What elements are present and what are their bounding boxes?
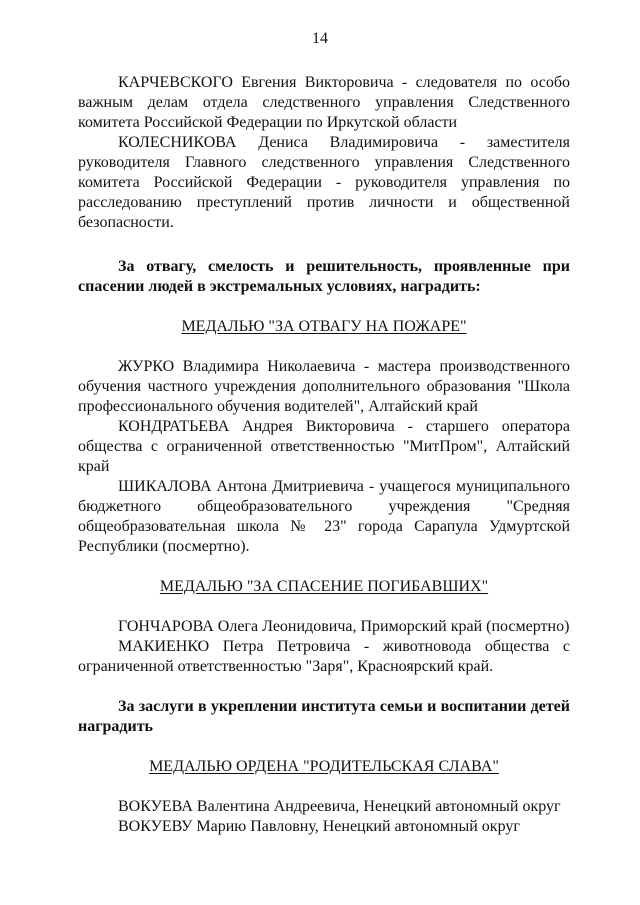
award-entry-vokueva: ВОКУЕВУ Марию Павловну, Ненецкий автономный округ: [118, 818, 520, 835]
award-entry-karchevsky: КАРЧЕВСКОГО Евгения Викторовича - следователя по особо важным делам отдела следственного управления Следственного комитета Российской Федерации по Иркутской области: [78, 74, 570, 131]
award-entry-makienko: МАКИЕНКО Петра Петровича - животновода общества с ограниченной ответственностью "Заря", Красноярский край.: [78, 638, 570, 675]
award-entry-goncharov: ГОНЧАРОВА Олега Леонидовича, Приморский край (посмертно): [118, 618, 570, 635]
award-entry-kolesnikov: КОЛЕСНИКОВА Дениса Владимировича - заместителя руководителя Главного следственного управления Следственного комитета Российской Федерации - руководителя управления по расследованию преступлений против личности и общественной безопасности.: [78, 134, 570, 231]
award-entry-vokuev: ВОКУЕВА Валентина Андреевича, Ненецкий автономный округ: [118, 798, 561, 815]
page-number: 14: [312, 30, 328, 47]
medal-title-fire-courage: МЕДАЛЬЮ "ЗА ОТВАГУ НА ПОЖАРЕ": [181, 318, 467, 335]
section-heading-courage: За отвагу, смелость и решительность, проявленные при спасении людей в экстремальных условиях, наградить:: [78, 258, 570, 295]
section-heading-family: За заслуги в укреплении института семьи и воспитании детей наградить: [78, 698, 570, 735]
award-entry-shikalov: ШИКАЛОВА Антона Дмитриевича - учащегося муниципального бюджетного общеобразовательного учреждения "Средняя общеобразовательная школа № 23" города Сарапула Удмуртской Республики (посмертно).: [78, 478, 570, 555]
medal-title-rescue: МЕДАЛЬЮ "ЗА СПАСЕНИЕ ПОГИБАВШИХ": [159, 578, 489, 595]
award-entry-zhurko: ЖУРКО Владимира Николаевича - мастера производственного обучения частного учреждения дополнительного образования "Школа профессионального обучения водителей", Алтайский край: [78, 358, 570, 415]
medal-title-parental-glory: МЕДАЛЬЮ ОРДЕНА "РОДИТЕЛЬСКАЯ СЛАВА": [149, 758, 499, 775]
award-entry-kondratyev: КОНДРАТЬЕВА Андрея Викторовича - старшего оператора общества с ограниченной ответственностью "МитПром", Алтайский край: [78, 418, 570, 475]
document-body: [78, 73, 570, 837]
